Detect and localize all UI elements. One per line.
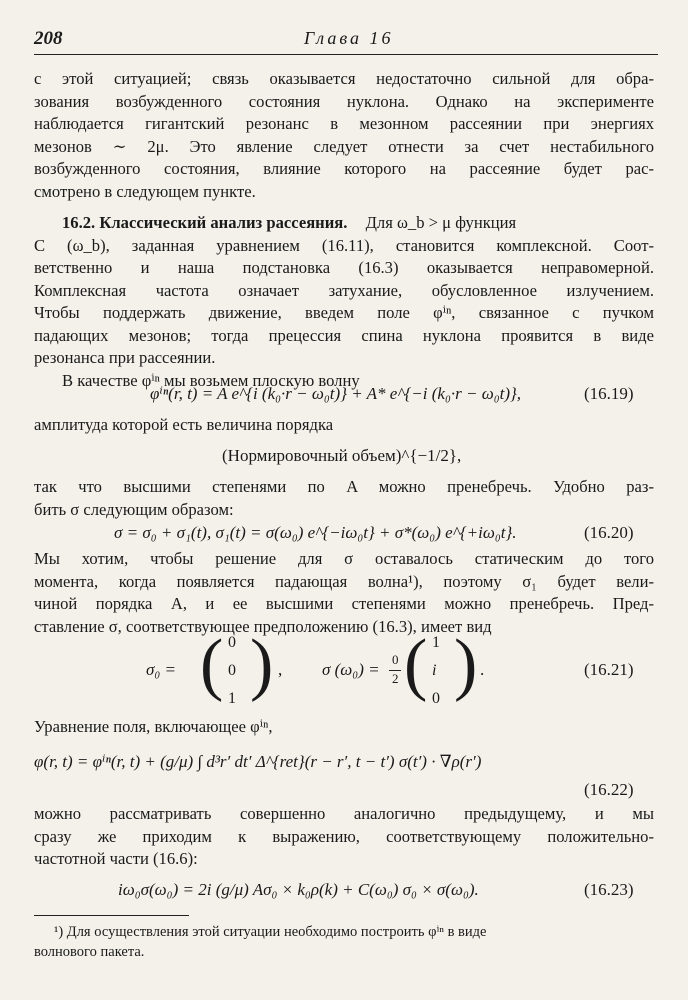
paragraph-3 bbox=[34, 476, 654, 521]
vector-entry: 0 bbox=[228, 662, 236, 679]
vector-entry: 1 bbox=[228, 690, 236, 707]
text-line: так что высшими степенями по A можно пренебречь. Удобно раз- bbox=[34, 477, 654, 496]
equation-16-22: φ(r, t) = φⁱⁿ(r, t) + (g/μ) ∫ d³r′ dt′ Δ^{ret}(r − r′, t − t′) σ(t′) · ∇ρ(r′) bbox=[34, 752, 482, 771]
text-line: Чтобы поддержать движение, введем поле φⁱⁿ, связанное с пучком bbox=[34, 303, 654, 322]
text-line: ставление σ, соответствующее предположению (16.3), имеет вид bbox=[34, 616, 492, 636]
text-line: ветственно и наша подстановка (16.3) оказывается неправомерной. bbox=[34, 258, 654, 277]
fraction-numerator: 0 bbox=[392, 652, 399, 667]
section-16-2 bbox=[34, 212, 654, 392]
text-line: Для ω_b > μ функция bbox=[365, 213, 517, 232]
left-paren: ( bbox=[404, 626, 428, 703]
equation-number-16-20: (16.20) bbox=[584, 523, 634, 542]
right-paren: ) bbox=[250, 626, 274, 703]
text-line: амплитуда которой есть величина порядка bbox=[34, 415, 334, 434]
text-line: наблюдается гигантский резонанс в мезонном рассеянии при энергиях bbox=[34, 114, 654, 133]
equation-number-16-23: (16.23) bbox=[584, 880, 634, 899]
sigma0-label: σ₀ = bbox=[146, 660, 177, 679]
page-number: 208 bbox=[34, 28, 63, 49]
page-header bbox=[34, 28, 654, 50]
vector-entry: 1 bbox=[432, 634, 440, 651]
text-line: чиной порядка A, и ее высшими степенями можно пренебречь. Пред- bbox=[34, 594, 654, 613]
sigma-omega-label: σ (ω₀) = bbox=[322, 660, 380, 679]
text-line: смотрено в следующем пункте. bbox=[34, 181, 256, 201]
text-line: момента, когда появляется падающая волна¹), поэтому σ₁ будет вели- bbox=[34, 571, 654, 591]
equation-number-16-19: (16.19) bbox=[584, 384, 634, 403]
text-line: мезонов ∼ 2μ. Это явление следует отнести за счет нестабильного bbox=[34, 136, 654, 156]
vector-entry: 0 bbox=[228, 634, 236, 651]
text-line: Комплексная частота означает затухание, обусловленное излучением. bbox=[34, 280, 654, 300]
equation-16-23: iω₀σ(ω₀) = 2i (g/μ) Aσ₀ × k₀ρ(k) + C(ω₀) σ₀ × σ(ω₀). bbox=[118, 880, 479, 899]
text-line: сразу же приходим к выражению, соответствующему положительно- bbox=[34, 826, 654, 846]
text-line: Мы хотим, чтобы решение для σ оставалось статическим до того bbox=[34, 549, 654, 568]
vector-entry: 0 bbox=[432, 690, 440, 707]
header-rule bbox=[34, 54, 658, 55]
paragraph-field bbox=[34, 716, 654, 739]
text-line: падающих мезонов; тогда прецессия спина нуклона проявится в виде bbox=[34, 325, 654, 345]
text-line: бить σ следующим образом: bbox=[34, 499, 234, 519]
left-paren: ( bbox=[200, 626, 224, 703]
footnote-line: волнового пакета. bbox=[34, 944, 145, 960]
vector-entry: i bbox=[432, 662, 437, 679]
section-heading-line bbox=[34, 212, 654, 235]
paragraph-4 bbox=[34, 548, 654, 638]
equation-16-19: φⁱⁿ(r, t) = A e^{i (k₀·r − ω₀t)} + A* e^{−i (k₀·r − ω₀t)}, bbox=[150, 384, 522, 403]
text-line: частотной части (16.6): bbox=[34, 849, 198, 868]
page: 208 Глава 16 с этой ситуацией; связь оказывается недостаточно сильной для обра- зования возбужденного состояния нуклона. Однако на эксперименте наблюдается гигантский резонанс в мезонном рассеянии при энергиях мезонов ∼ 2μ. Это явление следует отнести за счет нестабильного возбужденного состояния, влияние которого на рассеяние будет рас- смотрено в следующем пункте. 16.2. Классический анализ рассеяния. Для ω_b > μ функция C (ω_b), заданная уравнением (16.11), становится комплексной. Соот- ветственно и наша подстановка (16.3) оказывается неправомерной. Комплексная частота означает затухание, обусловленное излучением. Чтобы поддержать движение, введем поле φⁱⁿ, связанное с пучком падающих мезонов; тогда прецессия спина нуклона проявится в виде резонанса при рассеянии. В качестве φⁱⁿ мы возьмем плоскую волну φⁱⁿ(r, t) = A e^{i (k₀·r − ω₀t)} + A* e^{−i (k₀·r − ω₀t)}, (16.19) амплитуда которой есть величина порядка (Нормировочный объем)^{−1/2}, так что высшими степенями по A можно пренебречь. Удобно раз- бить σ следующим образом: σ = σ₀ + σ₁(t), σ₁(t) = σ(ω₀) e^{−iω₀t} + σ*(ω₀) e^{+iω₀t}. (16.20) Мы хотим, чтобы решение для σ оставалось статическим до того момента, когда появляется падающая волна¹), поэтому σ₁ будет вели- чиной порядка A, и ее высшими степенями можно пренебречь. Пред- ставление σ, соответствующее предположению (16.3), имеет вид σ₀ = ( 0 0 1 ) , σ (ω₀) = 0 2 ( 1 i 0 ) . (16.21) Уравнение поля, включающее φⁱⁿ, φ(r, t) = φⁱⁿ(r, t) + (g/μ) ∫ d³r′ dt′ Δ^{ret}(r − r′, t − t′) σ(t′) · ∇ρ(r′) (16.22) можно рассматривать совершенно аналогично предыдущему, и мы сразу же приходим к выражению, соответствующему положительно- частотной части (16.6): iω₀σ(ω₀) = 2i (g/μ) Aσ₀ × k₀ρ(k) + C(ω₀) σ₀ × σ(ω₀). (16.23) ¹) Для осуществления этой ситуации необходимо построить φⁱⁿ в виде волнового пакета. bbox=[0, 0, 688, 1000]
footnote-line: ¹) Для осуществления этой ситуации необходимо построить φⁱⁿ в виде bbox=[54, 924, 487, 940]
text-line: можно рассматривать совершенно аналогично предыдущему, и мы bbox=[34, 804, 654, 823]
equation-number-16-22: (16.22) bbox=[584, 780, 634, 799]
section-heading: 16.2. Классический анализ рассеяния. bbox=[62, 213, 348, 232]
paragraph-5 bbox=[34, 803, 654, 871]
text-line: C (ω_b), заданная уравнением (16.11), становится комплексной. Соот- bbox=[34, 235, 654, 255]
chapter-title: Глава 16 bbox=[304, 28, 394, 48]
equation-16-20: σ = σ₀ + σ₁(t), σ₁(t) = σ(ω₀) e^{−iω₀t} + σ*(ω₀) e^{+iω₀t}. bbox=[114, 523, 517, 542]
text-line: В качестве φⁱⁿ мы возьмем плоскую волну bbox=[62, 370, 360, 390]
text-line: Уравнение поля, включающее φⁱⁿ, bbox=[34, 717, 273, 736]
paragraph-amplitude bbox=[34, 414, 654, 437]
footnote bbox=[34, 922, 654, 962]
text-line: с этой ситуацией; связь оказывается недостаточно сильной для обра- bbox=[34, 69, 654, 88]
text-line: зования возбужденного состояния нуклона. Однако на эксперименте bbox=[34, 91, 654, 111]
text-line: возбужденного состояния, влияние которого на рассеяние будет рас- bbox=[34, 159, 654, 178]
normalization-expression: (Нормировочный объем)^{−1/2}, bbox=[222, 446, 462, 465]
paragraph-1 bbox=[34, 68, 654, 203]
equation-number-16-21: (16.21) bbox=[584, 660, 634, 679]
text-line: резонанса при рассеянии. bbox=[34, 348, 216, 367]
right-paren: ) bbox=[454, 626, 478, 703]
fraction-denominator: 2 bbox=[392, 671, 399, 686]
footnote-rule bbox=[34, 915, 189, 916]
